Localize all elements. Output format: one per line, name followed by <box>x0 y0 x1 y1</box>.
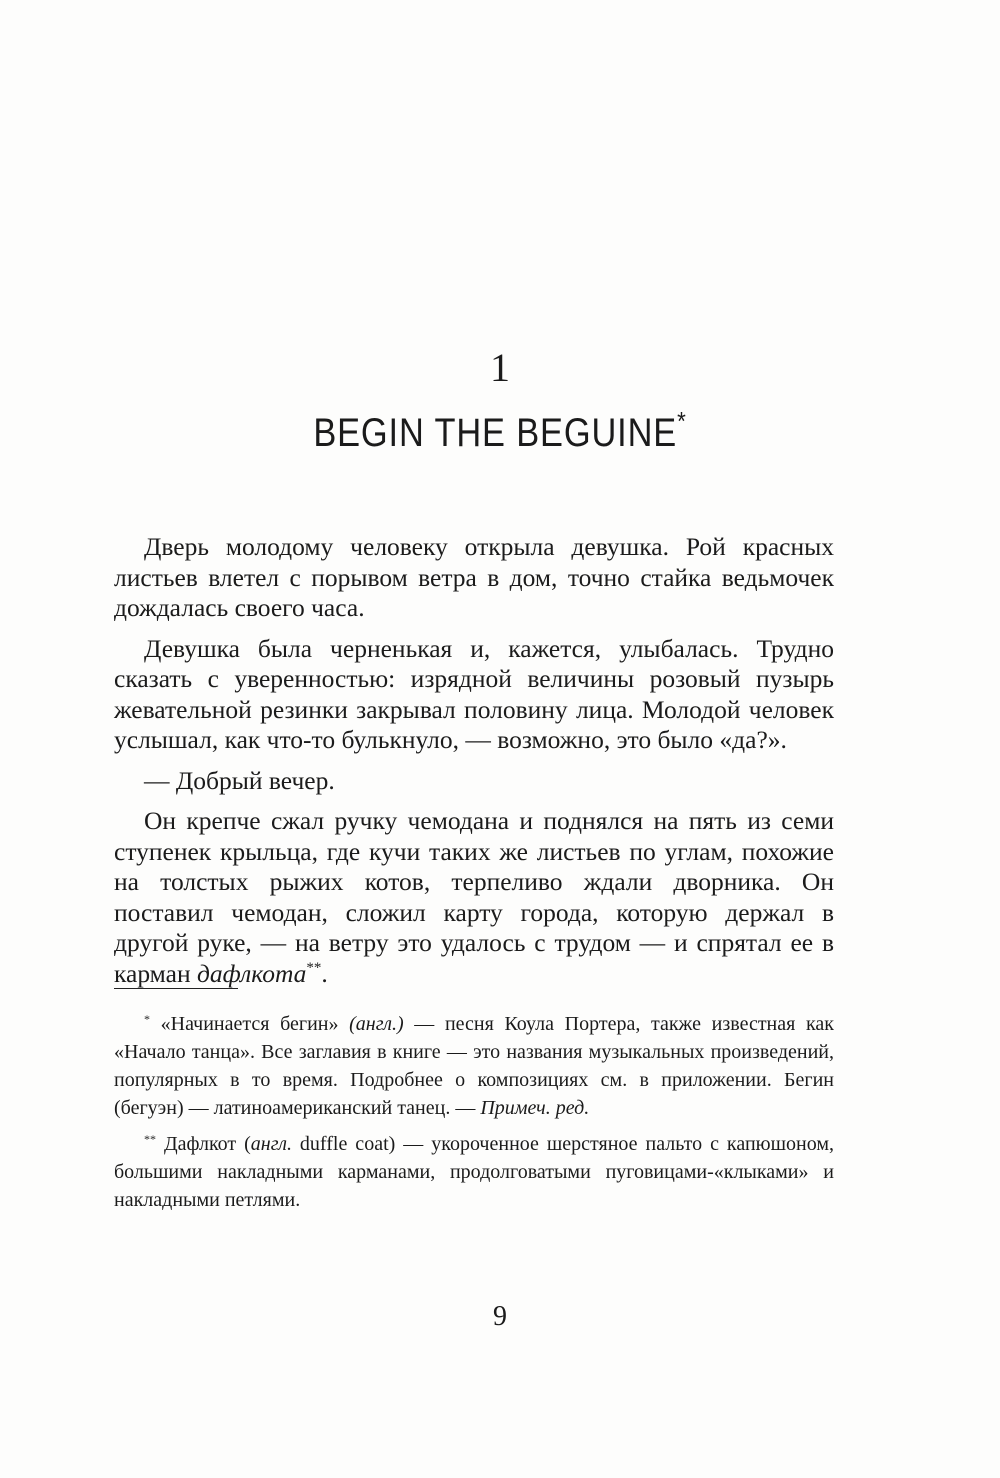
footnote-text: Дафлкот ( <box>156 1133 251 1155</box>
chapter-number: 1 <box>490 345 510 390</box>
chapter-title <box>70 408 930 458</box>
paragraph-text: Он крепче сжал ручку чемодана и поднялся на пять из семи ступенек крыльца, где кучи таких же листьев по углам, похожие на толстых рыжих котов, терпеливо ждали дворника. Он поставил чемодан, сложил карту города, которую держал в другой руке, — на ветру это удалось с трудом — и спрятал ее в карман <box>114 806 834 988</box>
footnote-marker: * <box>144 1012 150 1026</box>
paragraph <box>114 806 834 989</box>
italic-term: дафлкота <box>197 958 307 988</box>
paragraph: Девушка была черненькая и, кажется, улыбалась. Трудно сказать с уверенностью: изрядной величины розовый пузырь жевательной резинки закрывал половину лица. Молодой человек услышал, как что-то булькнуло, — возможно, это было «да?». <box>114 633 834 754</box>
footnote-italic: англ. <box>250 1133 292 1155</box>
footnote-marker: ** <box>306 959 322 976</box>
body-text <box>114 532 834 999</box>
footnote-text: «Начинается бегин» <box>150 1013 350 1035</box>
footnote <box>114 1130 834 1214</box>
footnote <box>114 1010 834 1122</box>
chapter-title-text: BEGIN THE BEGUINE <box>313 411 678 455</box>
footnote-divider <box>114 988 238 989</box>
footnote-marker: ** <box>144 1132 156 1146</box>
footnote-text: — песня Коула Портера, также известная как «Начало танца». Все заглавия в книге — это названия музыкальных произведений, популярных в то время. Подробнее о композициях см. в приложении. Бегин (бегуэн) — латиноамериканский танец. — <box>114 1013 834 1119</box>
page-number: 9 <box>493 1301 507 1332</box>
footnote-marker: * <box>677 406 687 436</box>
footnote-italic: Примеч. ред. <box>480 1097 590 1119</box>
paragraph: Дверь молодому человеку открыла девушка. Рой красных листьев влетел с порывом ветра в дом, точно стайка ведьмочек дождалась своего часа. <box>114 532 834 622</box>
dialogue-line: — Добрый вечер. <box>144 765 335 795</box>
footnote-italic: (англ.) <box>349 1013 404 1035</box>
footnotes <box>114 1010 834 1222</box>
footnote-text: duffle coat) — укороченное шерстяное пальто с капюшоном, большими накладными карманами, продолговатыми пуговицами-«клыками» и накладными петлями. <box>114 1133 834 1211</box>
paragraph-end: . <box>321 958 328 988</box>
